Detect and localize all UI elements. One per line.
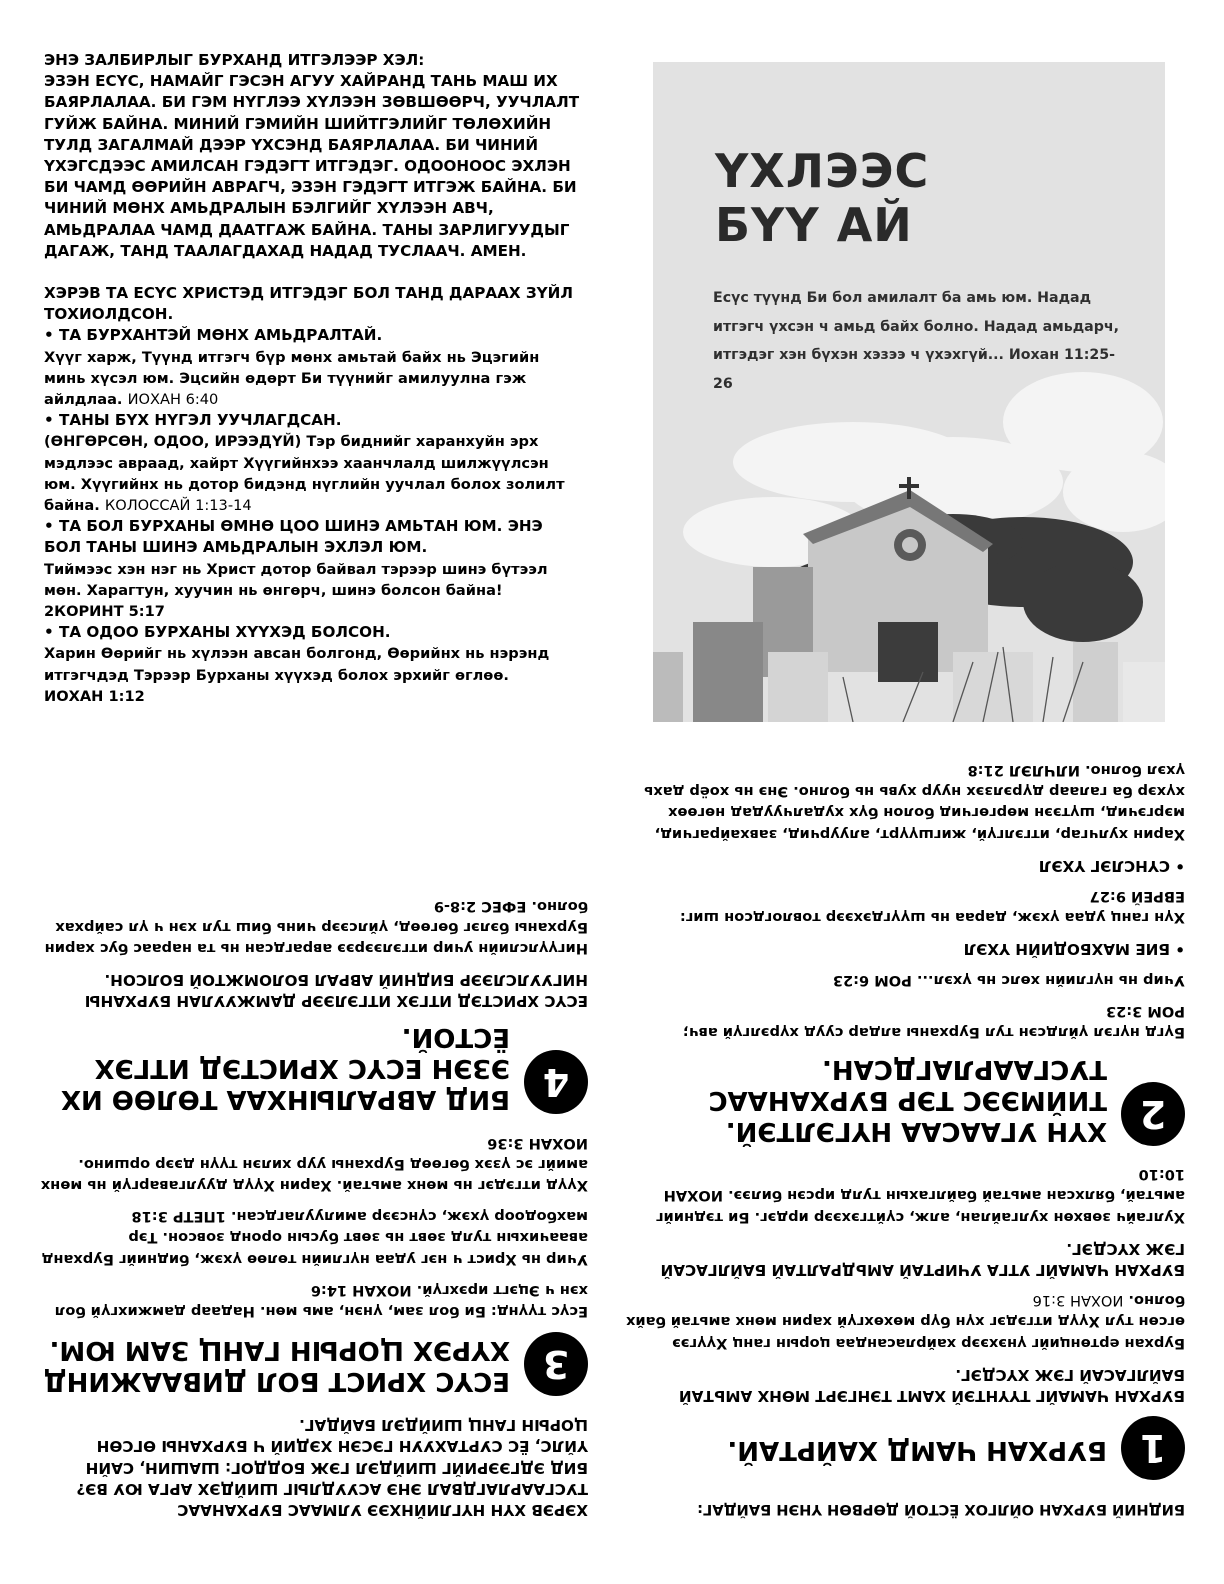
assurance-item bbox=[44, 516, 584, 622]
truth-4 bbox=[38, 1021, 588, 1114]
assurance-ref: КОЛОССАЙ 1:13-14 bbox=[104, 497, 252, 515]
assurance-ref: 2КОРИНТ 5:17 bbox=[44, 603, 165, 621]
truth-2-body: Бүгд нүгэл үйлдсэн тул Бурханы алдар сууд хүрэлгүй авч; РОМ 3:23 Учир нь нүглийн хөлс нь үхэл... РОМ 6:23 • БИЕ МАХБОДИЙН ҮХЭЛ Хүн ганц удаа үхэж, дараа нь шүүгдэхээр товлогдсон шиг: ЕВРЕЙ 9:27 • СҮНСЛЭГ ҮХЭЛ Харин хулчгар, итгэлгүй, жигшүүрт, алуурчид, завхайрагчид, мэргэчид, шүтээн мөргөгчид болон бүх худалчуудад нөгөөх хүхэр ба галаар дүрэлзэх нуур хувь нь болно. Энэ нь хоёр дахь үхэл болно. ИЛЧЛЭЛ 21:8 bbox=[644, 761, 1185, 1041]
truth-3-body: Есүс түүнд: Би бол зам, үнэн, амь мөн. Надаар дамжихгүй бол хэн ч Эцэгт ирэхгүй. ИОХАН 14:6 Учир нь Христ ч нэг удаа нүглийн төлөө үхэж, биднийг Бурханд аваачихын тулд зөвт нь зөвт бусын оронд зовсон. Тэр махбодоор үхэж, сүнсээр амилуулагдсан. 1ПЕТР 3:18 Хүүд итгэдэг нь мөнх амьтай. Харин Хүүд дуулгаваргүй нь мөнх амийг эс үзэх бөгөөд Бурханы уур хилэн түүн дээр оршино. ИОХАН 3:36 bbox=[40, 1134, 588, 1320]
assurance-ref: ИОХАН 6:40 bbox=[127, 391, 219, 409]
prayer-text: ЭЗЭН ЕСҮС, НАМАЙГ ГЭСЭН АГУУ ХАЙРАНД ТАНЬ МАШ ИХ БАЯРЛАЛАА. БИ ГЭМ НҮГЛЭЭ ХҮЛЭЭН ЗӨВШӨӨРЧ, УУЧЛАЛТ ГУЙЖ БАЙНА. МИНИЙ ГЭМИЙН ШИЙТГЭЛИЙГ ТӨЛӨХИЙН ТУЛД ЗАГАЛМАЙ ДЭЭР ҮХСЭНД БАЯРЛАЛАА. БИ ЧИНИЙ ҮХЭГСДЭЭС АМИЛСАН ГЭДЭГТ ИТГЭДЭГ. ОДООНООС ЭХЛЭН БИ ЧАМД ӨӨРИЙН АВРАГЧ, ЭЗЭН ГЭДЭГТ ИТГЭЖ БАЙНА. БИ ЧИНИЙ МӨНХ АМЬДРАЛЫН БЭЛГИЙГ ХҮЛЭЭН АВЧ, АМЬДРАЛАА ЧАМД ДААТГАЖ БАЙНА. ТАНЫ ЗАРЛИГУУДЫГ ДАГАЖ, ТАНД ТААЛАГДАХАД НАДАД ТУСЛААЧ. АМЕН. bbox=[44, 72, 580, 260]
truth-3 bbox=[38, 1332, 588, 1396]
assurance-ref: ИОХАН 1:12 bbox=[44, 687, 145, 705]
assurance-text: (ӨНГӨРСӨН, ОДОО, ИРЭЭДҮЙ) Тэр биднийг харанхуйн эрх мэдлээс авраад, хайрт Хүүгийнхээ хаанчлалд шилжүүлсэн юм. Хүүгийнх нь дотор бидэнд нүглийн уучлал болох золилт байна. bbox=[44, 433, 565, 515]
truth-4-body: ЕСҮС ХРИСТЭД ИТГЭХ ИТГЭЛЭЭР ДАМЖУУЛАН БУРХАНЫ НИГУУЛСЛЭЭР БИДНИЙ АВРАЛ БОЛОМЖТОЙ БОЛСОН. Нигүүлслийн учир итгэлээрээ аврагдсан нь та нараас бус харин Бурханы бэлэг бөгөөд, үйлсээр чинь биш тул хэн ч үл сайрхах болно. ЕФЕС 2:8-9 bbox=[44, 897, 588, 1011]
assurance-title: • ТА БУРХАНТЭЙ МӨНХ АМЬДРАЛТАЙ. bbox=[44, 326, 383, 345]
number-badge: 1 bbox=[1121, 1416, 1185, 1480]
truth-title: ЕСҮС ХРИСТ БОЛ ДИВААЖИНД ХҮРЭХ ЦОРЫН ГАНЦ ЗАМ ЮМ. bbox=[43, 1334, 510, 1396]
assurance-title: • ТА ОДОО БУРХАНЫ ХҮҮХЭД БОЛСОН. bbox=[44, 623, 391, 642]
truth-3-lead: ХЭРЭВ ХҮН НҮГЛИЙНХЭЭ УЛМААС БУРХАНААС ТУСГААРЛАГДВАЛ ЭНЭ АСУУДЛЫГ ШИЙДЭХ АРГА ЮУ ВЭ? БИД ЭДГЭЭРИЙГ ШИЙДЭЛ ГЭЖ БОДДОГ: ШАШИН, САЙН ҮЙЛС, ЁС СУРТАХУУН ГЭСЭН ХЭДИЙ Ч БУРХАНЫ ӨГСӨН ЦОРЫН ГАНЦ ШИЙДЭЛ БАЙДАГ. bbox=[76, 1416, 588, 1519]
assurance-title: • ТАНЫ БҮХ НҮГЭЛ УУЧЛАГДСАН. bbox=[44, 411, 342, 430]
prayer-lead: ЭНЭ ЗАЛБИРЛЫГ БУРХАНД ИТГЭЛЭЭР ХЭЛ: bbox=[44, 51, 425, 69]
truth-1 bbox=[625, 1416, 1185, 1480]
number-badge: 4 bbox=[524, 1050, 588, 1114]
assurance-item bbox=[44, 410, 584, 516]
assurance-text: Хүүг харж, Түүнд итгэгч бүр мөнх амьтай байх нь Эцэгийн минь хүсэл юм. Эцсийн өдөрт Би түүнийг амилуулна гэж айлдлаа. bbox=[44, 348, 540, 409]
cover-verse: Есүс түүнд Би бол амилалт ба амь юм. Надад итгэгч үхсэн ч амьд байх болно. Надад амьдарч, итгэдэг хэн бүхэн хэзээ ч үхэхгүй... Иохан 11:25-26 bbox=[713, 290, 1120, 392]
truths-intro: БИДНИЙ БУРХАН ОЙЛГОХ ЁСТОЙ ДӨРВӨН ҮНЭН БАЙДАГ: bbox=[697, 1501, 1185, 1518]
assurance-item bbox=[44, 622, 584, 707]
assurance-item bbox=[44, 325, 584, 410]
number-badge: 3 bbox=[524, 1332, 588, 1396]
truth-title: ХҮН УГААСАА НҮГЭЛТЭЙ. ТИЙМЭЭС ТЭР БУРХАНААС ТУСГААРЛАГДСАН. bbox=[708, 1053, 1107, 1146]
if-believe-heading: ХЭРЭВ ТА ЕСҮС ХРИСТЭД ИТГЭДЭГ БОЛ ТАНД ДАРААХ ЗҮЙЛ ТОХИОЛДСОН. bbox=[44, 284, 573, 324]
truths-panel-1-2 bbox=[625, 761, 1185, 1520]
truth-2 bbox=[625, 1053, 1185, 1146]
number-badge: 2 bbox=[1121, 1082, 1185, 1146]
assurance-title: • ТА БОЛ БУРХАНЫ ӨМНӨ ЦОО ШИНЭ АМЬТАН ЮМ. ЭНЭ БОЛ ТАНЫ ШИНЭ АМЬДРАЛЫН ЭХЛЭЛ ЮМ. bbox=[44, 517, 543, 557]
truth-1-body: БУРХАН ЧАМАЙГ ТҮҮНТЭЙ ХАМТ ТЭНГЭРТ МӨНХ АМЬТАЙ БАЙЛГАСАЙ ГЭЖ ХҮСДЭГ. Бурхан ертөнцийг үнэхээр хайрласандаа цорын ганц Хүүгээ өгсөн тул Хүүд итгэдэг хүн бүр мөхөхгүй харин мөнх амьтай байх болно. ИОХАН 3:16 БУРХАН ЧАМАЙГ УТГА УЧИРТАЙ АМЬДРАЛТАЙ БАЙЛГАСАЙ ГЭЖ ХҮСДЭГ. Хулгайч зөвхөн хулгайлан, алж, сүйтгэхээр ирдэг. Би тэднийг амьтай, бялхсан амьтай байлгахын тулд ирсэн билээ. ИОХАН 10:10 bbox=[626, 1166, 1185, 1405]
cover-title: ҮХЛЭЭС БҮҮ АЙ bbox=[715, 144, 930, 252]
truths-panel-3-4 bbox=[38, 820, 588, 1520]
cover-panel bbox=[653, 62, 1165, 722]
assurance-text: Харин Өөрийг нь хүлээн авсан болгонд, Өөрийнх нь нэрэнд итгэгчдэд Тэрээр Бурханы хүүхэд болох эрхийг өглөө. bbox=[44, 645, 550, 684]
truth-title: БУРХАН ЧАМД ХАЙРТАЙ. bbox=[727, 1435, 1107, 1465]
prayer-panel bbox=[44, 50, 584, 707]
truth-title: БИД АВРАЛЫНХАА ТӨЛӨӨ ИХ ЭЗЭН ЕСҮС ХРИСТЭД ИТГЭХ ЁСТОЙ. bbox=[60, 1022, 510, 1115]
assurance-text: Тиймээс хэн нэг нь Христ дотор байвал тэрээр шинэ бүтээл мөн. Харагтун, хуучин нь өнгөрч, шинэ болсон байна! bbox=[44, 560, 548, 599]
